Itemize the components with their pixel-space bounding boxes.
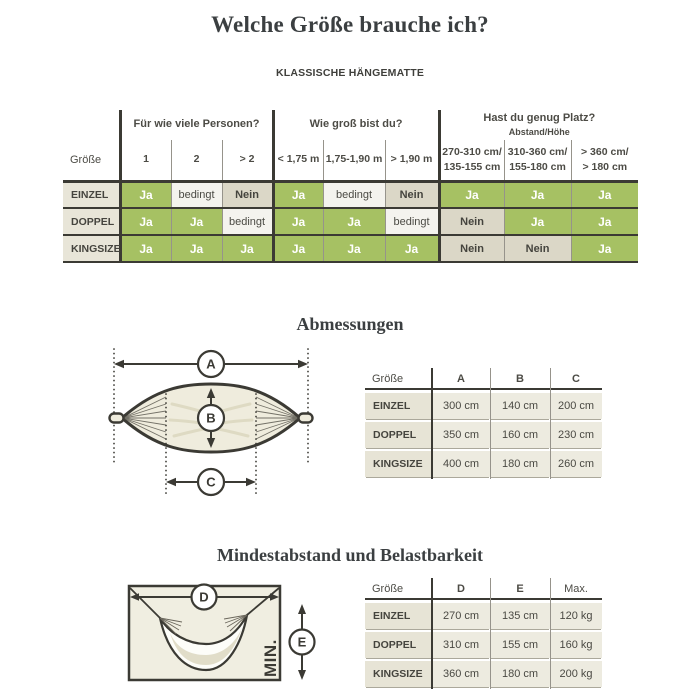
hammock-top-view-diagram (108, 346, 314, 502)
size-cell: bedingt (171, 181, 222, 208)
size-cell: Ja (504, 181, 571, 208)
page-title: Welche Größe brauche ich? (211, 12, 489, 37)
size-cell: Ja (323, 235, 385, 262)
size-cell: Ja (571, 235, 638, 262)
size-cell: Ja (439, 181, 504, 208)
size-cell: Ja (504, 208, 571, 235)
table-row (365, 661, 602, 687)
size-cell: Ja (222, 235, 273, 262)
size-cell: bedingt (222, 208, 273, 235)
dimensions-heading: Abmessungen (296, 314, 404, 334)
row-label: DOPPEL (63, 208, 120, 235)
col-header-a: A (432, 369, 490, 390)
size-cell: Ja (120, 235, 171, 262)
size-column-header: Größe (63, 140, 120, 181)
col-header-2-persons: 2 (171, 140, 222, 181)
row-label: DOPPEL (365, 422, 432, 448)
table-row (63, 181, 638, 208)
col-header-max: Max. (550, 579, 602, 600)
size-cell: Ja (323, 208, 385, 235)
value-cell: 160 kg (550, 632, 602, 658)
min-height-label: MIN. (261, 639, 280, 677)
col-header-space-medium: 310-360 cm/ 155-180 cm (504, 140, 571, 181)
value-cell: 300 cm (432, 393, 490, 419)
size-cell: Nein (504, 235, 571, 262)
value-cell: 120 kg (550, 603, 602, 629)
size-cell: bedingt (385, 208, 439, 235)
size-cell: Ja (571, 181, 638, 208)
size-cell: Ja (273, 235, 323, 262)
row-label: KINGSIZE (365, 661, 432, 687)
row-label: KINGSIZE (63, 235, 120, 262)
table-row (63, 208, 638, 235)
size-cell: Ja (120, 181, 171, 208)
row-label: EINZEL (63, 181, 120, 208)
category-label: KLASSISCHE HÄNGEMATTE (275, 67, 425, 79)
row-label: DOPPEL (365, 632, 432, 658)
value-cell: 140 cm (490, 393, 550, 419)
value-cell: 260 cm (550, 451, 602, 477)
group-subtitle-space: Abstand/Höhe (508, 126, 570, 137)
dimensions-table (365, 366, 602, 480)
col-header-medium: 1,75-1,90 m (323, 140, 385, 181)
size-cell: Ja (273, 181, 323, 208)
label-c: C (206, 474, 216, 490)
size-cell: Nein (439, 235, 504, 262)
size-cell: Ja (120, 208, 171, 235)
value-cell: 350 cm (432, 422, 490, 448)
hammock-hanging-diagram (120, 578, 320, 698)
end-loop-left (110, 414, 124, 423)
value-cell: 230 cm (550, 422, 602, 448)
col-header-space-small: 270-310 cm/ 135-155 cm (439, 140, 504, 181)
label-b: B (206, 410, 216, 426)
size-comparison-table (63, 110, 638, 263)
size-column-header: Größe (365, 369, 432, 390)
size-cell: Ja (171, 235, 222, 262)
size-cell: Nein (439, 208, 504, 235)
group-header-space: Hast du genug Platz? Abstand/Höhe (439, 110, 638, 140)
row-label: EINZEL (365, 603, 432, 629)
clearance-heading: Mindestabstand und Belastbarkeit (216, 545, 484, 565)
value-cell: 180 cm (490, 451, 550, 477)
col-header-tall: > 1,90 m (385, 140, 439, 181)
value-cell: 400 cm (432, 451, 490, 477)
end-loop-right (299, 414, 313, 423)
size-cell: Ja (385, 235, 439, 262)
label-e: E (297, 634, 307, 650)
value-cell: 360 cm (432, 661, 490, 687)
value-cell: 270 cm (432, 603, 490, 629)
col-header-space-large: > 360 cm/ > 180 cm (571, 140, 638, 181)
value-cell: 155 cm (490, 632, 550, 658)
value-cell: 180 cm (490, 661, 550, 687)
size-cell: Nein (385, 181, 439, 208)
table-row (365, 393, 602, 419)
value-cell: 160 cm (490, 422, 550, 448)
col-header-more-persons: > 2 (222, 140, 273, 181)
col-header-b: B (490, 369, 550, 390)
label-a: A (206, 356, 216, 372)
corner-spacer (63, 110, 120, 140)
table-row (365, 451, 602, 477)
group-header-persons: Für wie viele Personen? (120, 110, 273, 140)
value-cell: 135 cm (490, 603, 550, 629)
col-header-short: < 1,75 m (273, 140, 323, 181)
value-cell: 200 cm (550, 393, 602, 419)
col-header-c: C (550, 369, 602, 390)
size-cell: Ja (571, 208, 638, 235)
size-column-header: Größe (365, 579, 432, 600)
table-row (365, 422, 602, 448)
size-cell: Nein (222, 181, 273, 208)
col-header-e: E (490, 579, 550, 600)
table-row (365, 603, 602, 629)
table-row (63, 235, 638, 262)
group-header-height: Wie groß bist du? (273, 110, 439, 140)
clearance-table (365, 576, 602, 690)
size-cell: Ja (171, 208, 222, 235)
label-d: D (199, 589, 209, 605)
col-header-1-person: 1 (120, 140, 171, 181)
row-label: KINGSIZE (365, 451, 432, 477)
value-cell: 310 cm (432, 632, 490, 658)
table-row (365, 632, 602, 658)
size-cell: bedingt (323, 181, 385, 208)
row-label: EINZEL (365, 393, 432, 419)
col-header-d: D (432, 579, 490, 600)
size-cell: Ja (273, 208, 323, 235)
value-cell: 200 kg (550, 661, 602, 687)
